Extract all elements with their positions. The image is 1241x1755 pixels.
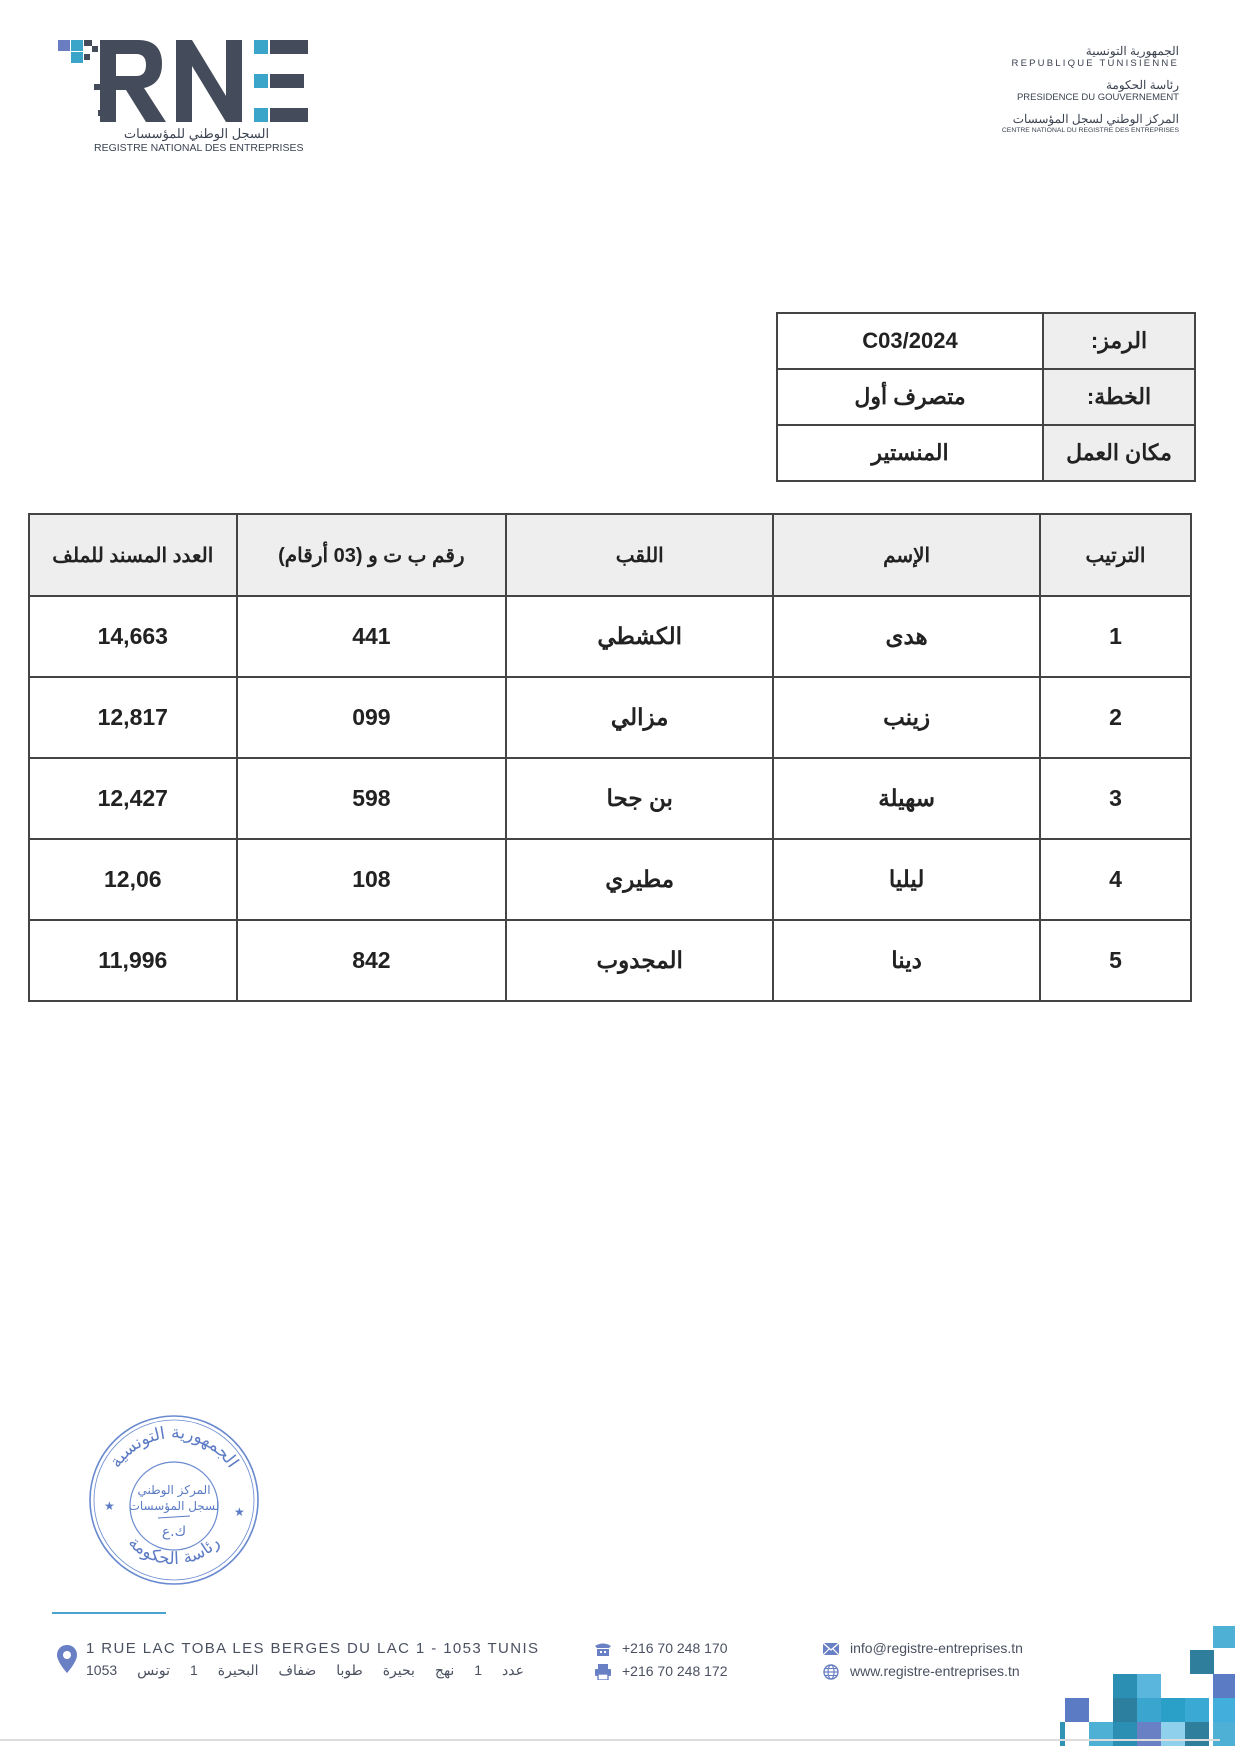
address-french: 1 RUE LAC TOBA LES BERGES DU LAC 1 - 1053 TUNIS (86, 1640, 540, 1657)
table-row (29, 677, 1191, 758)
gov-presidence-ar: رئاسة الحكومة (1105, 78, 1179, 92)
fax-icon (594, 1664, 612, 1680)
email-address[interactable]: info@registre-entreprises.tn (850, 1640, 1023, 1656)
official-stamp (86, 1412, 262, 1588)
gov-presidence-fr: PRESIDENCE DU GOUVERNEMENT (1016, 92, 1179, 103)
header-score: العدد المسند للملف (29, 514, 237, 596)
header-first-name: الإسم (773, 514, 1040, 596)
cell-last-name: الكشطي (506, 596, 773, 677)
government-header (979, 44, 1179, 144)
header-id-digits: رقم ب ت و (03 أرقام) (237, 514, 507, 596)
cell-last-name: مطيري (506, 839, 773, 920)
gov-centre-ar: المركز الوطني لسجل المؤسسات (1012, 112, 1179, 126)
cell-id-digits: 099 (237, 677, 507, 758)
globe-icon (822, 1664, 840, 1680)
cell-score: 14,663 (29, 596, 237, 677)
cell-first-name: زينب (773, 677, 1040, 758)
cell-id-digits: 842 (237, 920, 507, 1001)
cell-rank: 4 (1040, 839, 1191, 920)
info-row-workplace (777, 425, 1195, 481)
info-value: متصرف أول (777, 369, 1043, 425)
svg-text:★: ★ (104, 1499, 115, 1513)
footer-fax (594, 1663, 728, 1680)
gov-republic-ar: الجمهورية التونسية (1085, 44, 1179, 58)
cell-last-name: مزالي (506, 677, 773, 758)
cell-score: 11,996 (29, 920, 237, 1001)
envelope-icon (822, 1641, 840, 1657)
cell-rank: 1 (1040, 596, 1191, 677)
fax-number: +216 70 248 172 (622, 1663, 728, 1679)
cell-score: 12,427 (29, 758, 237, 839)
info-label: الخطة: (1043, 369, 1195, 425)
stamp-center-line-2: لسجل المؤسسات (128, 1499, 220, 1513)
cell-rank: 3 (1040, 758, 1191, 839)
gov-republic-fr: REPUBLIQUE TUNISIENNE (1011, 58, 1179, 69)
cell-score: 12,06 (29, 839, 237, 920)
logo-french-text: REGISTRE NATIONAL DES ENTREPRISES (94, 142, 304, 154)
gov-centre-fr: CENTRE NATIONAL DU REGISTRE DES ENTREPRISES (1001, 127, 1179, 134)
cell-last-name: بن جحا (506, 758, 773, 839)
cell-id-digits: 598 (237, 758, 507, 839)
rne-logo-mark (58, 40, 308, 122)
cell-last-name: المجدوب (506, 920, 773, 1001)
website-url[interactable]: www.registre-entreprises.tn (850, 1663, 1020, 1679)
table-row (29, 758, 1191, 839)
table-row (29, 920, 1191, 1001)
results-table (28, 513, 1192, 1002)
svg-text:★: ★ (234, 1505, 245, 1519)
table-row (29, 596, 1191, 677)
header-last-name: اللقب (506, 514, 773, 596)
cell-first-name: هدى (773, 596, 1040, 677)
info-label: مكان العمل (1043, 425, 1195, 481)
phone-number: +216 70 248 170 (622, 1640, 728, 1656)
footer-website (822, 1663, 1020, 1680)
table-row (29, 839, 1191, 920)
cell-first-name: دينا (773, 920, 1040, 1001)
decorative-squares (1060, 1612, 1241, 1755)
footer-phone (594, 1640, 728, 1657)
rne-logo (58, 40, 308, 158)
location-pin-icon (56, 1644, 78, 1674)
address-arabic: عدد 1 نهج بحيرة طوبا ضفاف البحيرة 1 تونس 1053 (86, 1662, 524, 1678)
bottom-rule (0, 1739, 1220, 1741)
info-row-code (777, 313, 1195, 369)
logo-arabic-text: السجل الوطني للمؤسسات (123, 126, 270, 141)
table-header-row (29, 514, 1191, 596)
cell-first-name: ليليا (773, 839, 1040, 920)
info-label: الرمز: (1043, 313, 1195, 369)
phone-icon (594, 1641, 612, 1657)
header-rank: الترتيب (1040, 514, 1191, 596)
stamp-outer-bottom: رئاسة الحكومة (124, 1532, 224, 1570)
stamp-outer-top: الجمهورية التونسية (105, 1422, 243, 1472)
info-value: C03/2024 (777, 313, 1043, 369)
cell-score: 12,817 (29, 677, 237, 758)
info-value: المنستير (777, 425, 1043, 481)
cell-first-name: سهيلة (773, 758, 1040, 839)
cell-id-digits: 108 (237, 839, 507, 920)
footer-email (822, 1640, 1023, 1657)
cell-id-digits: 441 (237, 596, 507, 677)
cell-rank: 5 (1040, 920, 1191, 1001)
stamp-center-line-1: المركز الوطني (137, 1483, 211, 1497)
stamp-center-line-3: ك.ع (161, 1524, 187, 1540)
info-table (776, 312, 1196, 482)
info-row-position (777, 369, 1195, 425)
cell-rank: 2 (1040, 677, 1191, 758)
footer-accent-line (52, 1612, 166, 1614)
